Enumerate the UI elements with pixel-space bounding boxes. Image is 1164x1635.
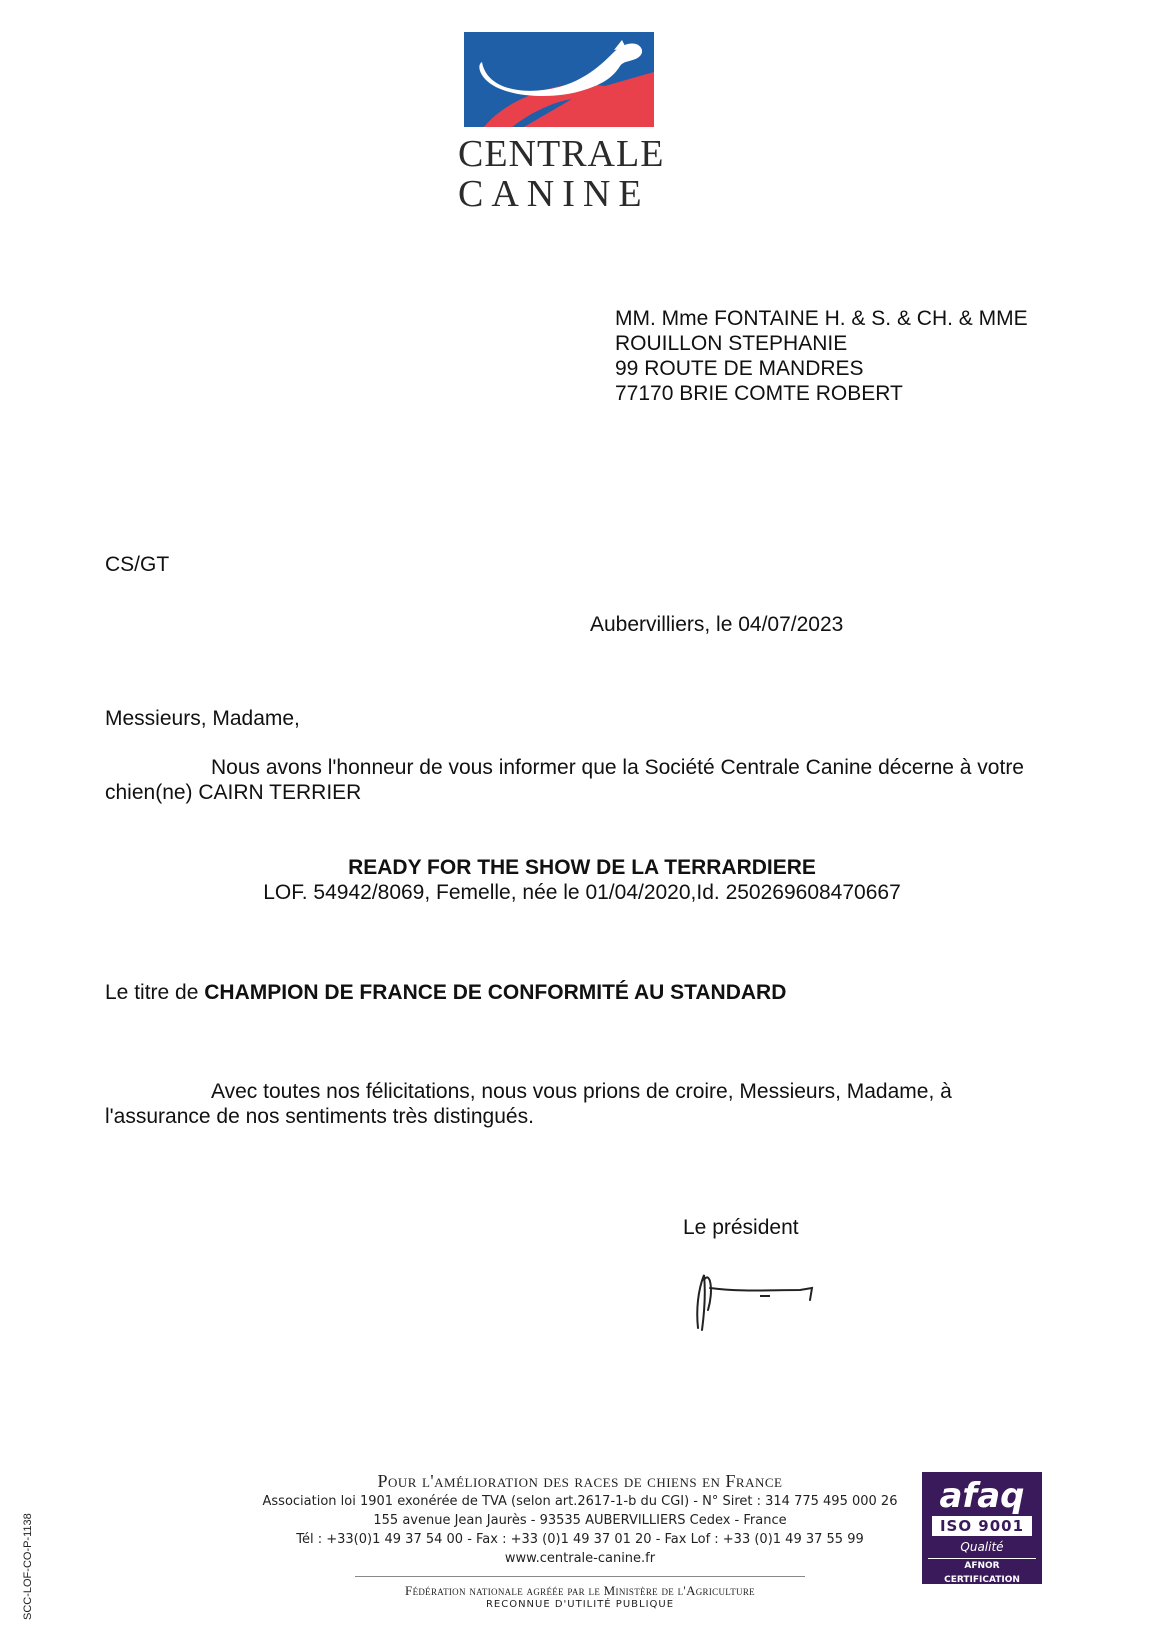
salutation: Messieurs, Madame, <box>105 707 300 730</box>
footer-line: Association loi 1901 exonérée de TVA (selon art.2617-1-b du CGI) - N° Siret : 314 775 495 000 26 <box>262 1494 898 1509</box>
handwritten-signature <box>690 1250 830 1340</box>
address-line: 99 ROUTE DE MANDRES <box>615 357 864 380</box>
dog-details: LOF. 54942/8069, Femelle, née le 01/04/2020,Id. 250269608470667 <box>263 881 901 904</box>
paragraph-line: chien(ne) CAIRN TERRIER <box>105 781 362 804</box>
reference: CS/GT <box>105 553 170 576</box>
place-date: Aubervilliers, le 04/07/2023 <box>590 613 844 636</box>
badge-issuer: AFNOR CERTIFICATION <box>928 1558 1036 1587</box>
paragraph-intro <box>105 755 1095 805</box>
logo-word-2: CANINE <box>458 173 650 215</box>
footer-divider <box>355 1576 805 1577</box>
paragraph-closing <box>105 1079 1095 1129</box>
footer-title: Pour l'amélioration des races de chiens en France <box>377 1471 783 1491</box>
footer-website: www.centrale-canine.fr <box>504 1551 656 1566</box>
badge-norm: ISO 9001 <box>932 1516 1032 1536</box>
paragraph-line: Nous avons l'honneur de vous informer que la Société Centrale Canine décerne à votre <box>211 756 1024 779</box>
dog-name: READY FOR THE SHOW DE LA TERRARDIERE <box>348 856 816 879</box>
title-prefix: Le titre de <box>105 981 205 1004</box>
recipient-address <box>615 306 1028 406</box>
dog-silhouette-icon <box>464 32 654 127</box>
footer-recognition: RECONNUE D'UTILITÉ PUBLIQUE <box>485 1599 675 1610</box>
footer <box>250 1470 910 1612</box>
address-line: 77170 BRIE COMTE ROBERT <box>615 382 903 405</box>
afaq-iso-badge <box>922 1472 1042 1584</box>
badge-brand: afaq <box>939 1476 1025 1516</box>
paragraph-line: Avec toutes nos félicitations, nous vous prions de croire, Messieurs, Madame, à <box>211 1080 952 1103</box>
footer-federation: Fédération nationale agréée par le Ministère de l'Agriculture <box>405 1583 755 1598</box>
title-award <box>105 980 786 1005</box>
logo-word-1: CENTRALE <box>458 133 665 175</box>
document-code: SCC-LOF-CO-P-1138 <box>22 1513 34 1620</box>
badge-quality: Qualité <box>960 1540 1004 1554</box>
footer-line: 155 avenue Jean Jaurès - 93535 AUBERVILLIERS Cedex - France <box>373 1513 787 1528</box>
signatory-label: Le président <box>683 1216 799 1239</box>
title-name: CHAMPION DE FRANCE DE CONFORMITÉ AU STANDARD <box>204 981 787 1004</box>
paragraph-line: l'assurance de nos sentiments très distingués. <box>105 1105 534 1128</box>
address-line: MM. Mme FONTAINE H. & S. & CH. & MME <box>615 307 1028 330</box>
footer-line: Tél : +33(0)1 49 37 54 00 - Fax : +33 (0)1 49 37 01 20 - Fax Lof : +33 (0)1 49 37 55 99 <box>296 1532 864 1547</box>
address-line: ROUILLON STEPHANIE <box>615 332 848 355</box>
centrale-canine-logo <box>458 32 665 222</box>
